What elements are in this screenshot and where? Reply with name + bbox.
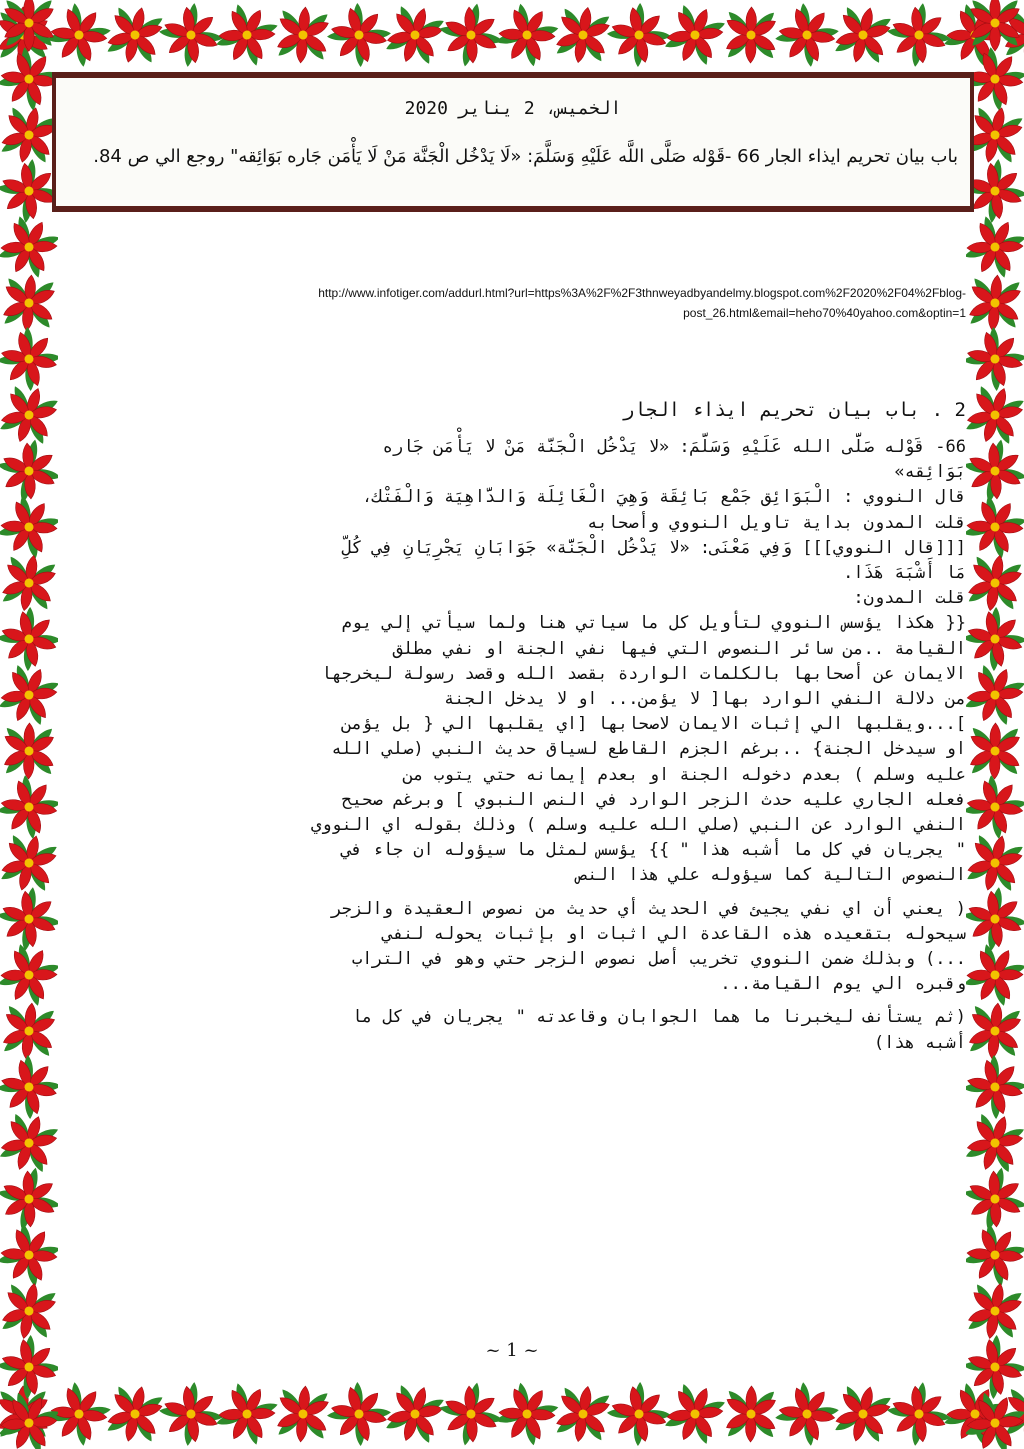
text-line: بَوَائِقه» — [894, 462, 966, 483]
post-title: باب بيان تحريم ايذاء الجار 66 -قَوْله صَلَّى اللَّه عَلَيْهِ وَسَلَّمَ: «لَا يَدْخُل الْجَنَّة مَنْ لَا يَأْمَن جَاره بَوَائِقه" روجع الي ص 84. — [93, 146, 958, 167]
text-line: وقبره الي يوم القيامة... — [720, 974, 966, 995]
text-line: النصوص التالية كما سيؤوله علي هذا النص — [577, 865, 966, 886]
text-line: ]...ويقلبها الي إثبات الايمان لاصحابها [اي يقلبها الي { بل يؤمن — [341, 714, 966, 735]
text-line: فعله الجاري عليه حدث الزجر الوارد في النص النبوي ] وبرغم صحيح — [341, 789, 966, 810]
text-line: ( يعني أن اي نفي يجيئ في الحديث أي حديث من نصوص العقيدة والزجر — [331, 898, 966, 919]
header-banner — [52, 72, 974, 212]
page-number: ~ 1 ~ — [485, 1340, 539, 1361]
text-line: او سيدخل الجنة} ..برغم الجزم القاطع لسياق حديث النبي (صلي الله — [331, 739, 966, 760]
poinsettia-flower-icon — [0, 1390, 58, 1449]
text-line: الايمان عن أصحابها بالكلمات الواردة بقصد الله وقصد رسولة ليخرجها — [321, 663, 966, 684]
section-heading: 2 . باب بيان تحريم ايذاء الجار — [622, 399, 966, 421]
article-block-1 — [62, 435, 966, 889]
text-line: [[[قال النووي]]] وَفِي مَعْنَى: «لا يَدْخُل الْجَنَّة» جَوَابَانِ يَجْرِيَانِ فِي كُلِّ — [341, 537, 966, 558]
text-line: القيامة ..من سائر النصوص التي فيها نفي الجنة او نفي مطلق — [392, 638, 966, 659]
submission-url[interactable] — [180, 283, 966, 323]
text-line: أشبه هذا) — [873, 1032, 966, 1053]
text-line: ...) وبذلك ضمن النووي تخريب أصل نصوص الزجر حتي وهو في التراب — [351, 949, 966, 970]
text-line: " يجريان في كل ما أشبه هذا " }} يؤسس لمثل ما سيؤوله ان جاء في — [341, 840, 966, 861]
poinsettia-border-bottom — [0, 1379, 1024, 1449]
poinsettia-border-left — [0, 0, 58, 1449]
poinsettia-border-right — [966, 0, 1024, 1449]
poinsettia-border-top — [0, 0, 1024, 70]
text-line: النفي الوارد عن النبي (صلي الله عليه وسلم ) وذلك بقوله اي النووي — [310, 815, 966, 836]
text-line: (ثم يستأنف ليخبرنا ما هما الجوابان وقاعدته " يجريان في كل ما — [351, 1007, 966, 1028]
text-line: 66- قَوْله صَلَّى الله عَلَيْهِ وَسَلَّمَ: «لا يَدْخُل الْجَنَّة مَنْ لا يَأْمَن جَاره — [382, 437, 966, 457]
article-body — [62, 393, 966, 1056]
text-line: قلت المدون: — [853, 588, 966, 609]
text-line: عليه وسلم ) بعدم دخوله الجنة او بعدم إيمانه حتي يتوب من — [403, 764, 966, 785]
url-line-1[interactable]: http://www.infotiger.com/addurl.html?url=https%3A%2F%2F3thnweyadbyandelmy.blogspot.com%2F2020%2F04%2Fblog- — [318, 286, 966, 300]
text-line: مَا أَشْبَهَ هَذَا. — [843, 563, 966, 584]
article-block-3 — [62, 1005, 966, 1055]
url-line-2[interactable]: post_26.html&email=heho70%40yahoo.com&optin=1 — [683, 306, 966, 320]
text-line: من دلالة النفي الوارد بها[ لا يؤمن... او لا يدخل الجنة — [444, 689, 966, 710]
post-date: الخميس، 2 يناير 2020 — [404, 98, 622, 119]
text-line: {{ هكذا يؤسس النووي لتأويل كل ما سياتي هنا ولما سيأتي إلي يوم — [341, 613, 966, 634]
article-block-2 — [62, 897, 966, 998]
text-line: سيحوله بتقعيده هذه القاعدة الي اثبات او بإثبات يحوله لنفي — [382, 923, 966, 944]
text-line: قال النووي : الْبَوَائِق جَمْع بَائِقَة وَهِيَ الْغَائِلَة وَالدَّاهِيَة وَالْفَتْك، — [362, 487, 966, 508]
poinsettia-flower-icon — [966, 1390, 1024, 1449]
text-line: قلت المدون بداية تاويل النووي وأصحابه — [587, 512, 966, 533]
